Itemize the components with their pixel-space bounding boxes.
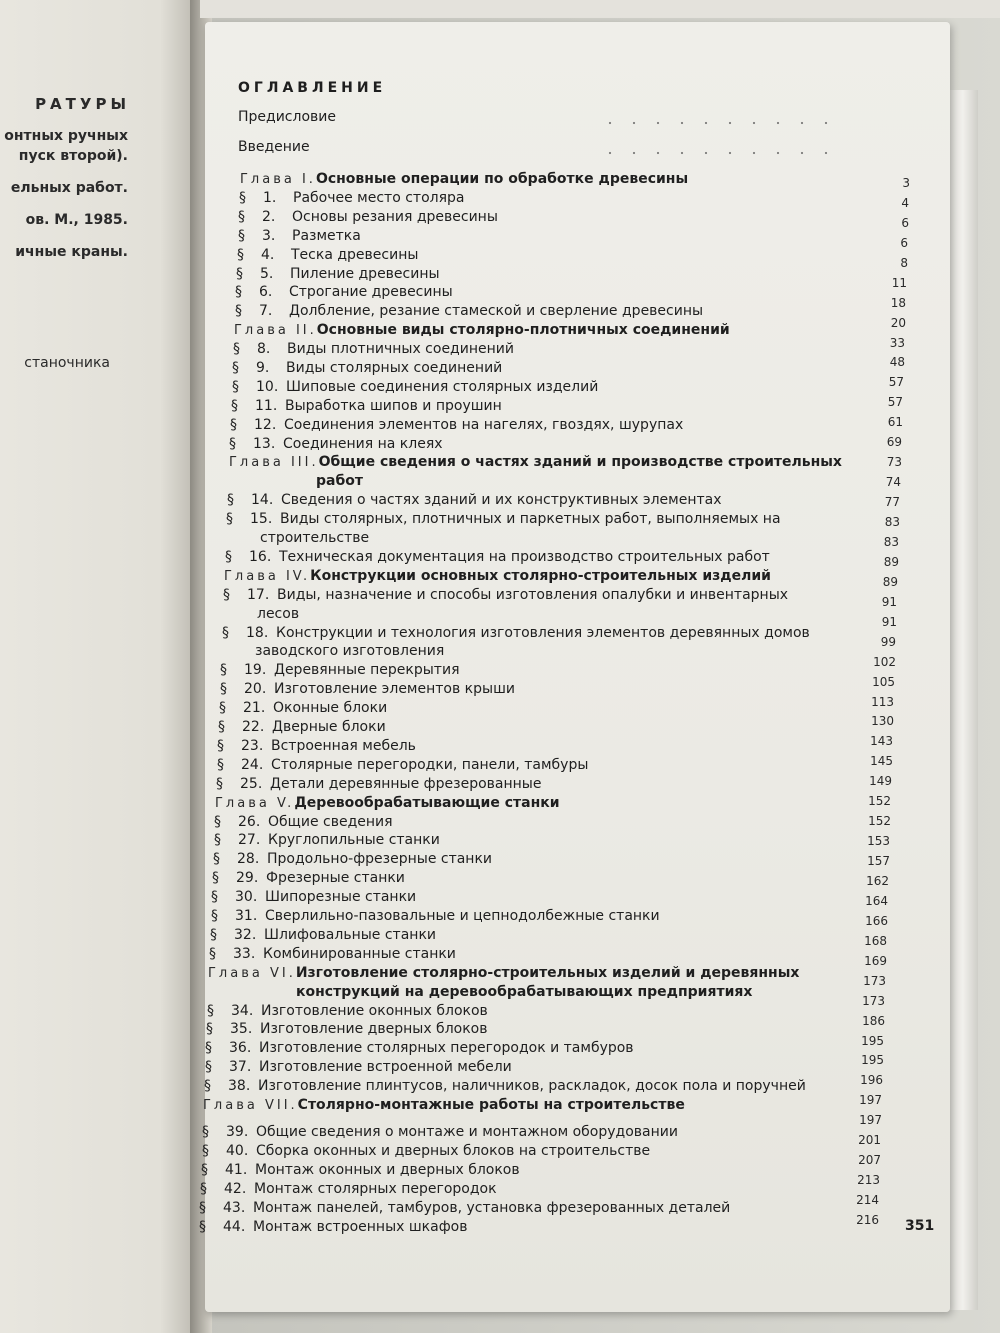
section-number: 19. [244, 662, 267, 678]
section-symbol: § [212, 870, 219, 886]
entry-continuation: строительстве [260, 530, 370, 546]
section-title: Продольно-фрезерные станки [267, 851, 493, 867]
section-symbol: § [211, 908, 218, 924]
toc-heading: ОГЛАВЛЕНИЕ [238, 80, 387, 96]
page-number: 57 [888, 375, 904, 389]
section-number: 23. [241, 738, 264, 754]
toc-entry [226, 529, 866, 547]
toc-chapter [224, 567, 864, 585]
section-symbol: § [233, 341, 240, 357]
page-number: 74 [885, 475, 901, 489]
toc-entry [232, 359, 872, 377]
chapter-title: Столярно-монтажные работы на строительстве [297, 1097, 685, 1113]
page-number: 152 [868, 794, 891, 808]
page-number: 195 [861, 1034, 884, 1048]
section-symbol: § [231, 398, 238, 414]
toc-entry [238, 227, 878, 245]
page-number: 91 [881, 595, 897, 609]
page-number: 48 [889, 355, 905, 369]
toc-entry [202, 1123, 842, 1141]
entry-continuation: конструкций на деревообрабатывающих предприятиях [296, 984, 753, 1000]
page-number: 145 [870, 754, 893, 768]
toc-entry [235, 302, 875, 320]
toc-entry [237, 246, 877, 264]
toc-entry [219, 699, 859, 717]
chapter-label: Глава II. [234, 323, 317, 338]
section-title: Виды плотничных соединений [287, 341, 514, 357]
chapter-label: Глава VII. [203, 1098, 298, 1113]
section-number: 22. [242, 719, 265, 735]
section-symbol: § [202, 1143, 209, 1159]
toc-entry [225, 548, 865, 566]
section-title: Фрезерные станки [266, 870, 405, 886]
toc-entry [226, 510, 866, 528]
section-number: 32. [234, 927, 257, 943]
page-number: 99 [880, 635, 896, 649]
left-page-text: ов. М., 1985. [25, 212, 128, 228]
page-number: 186 [862, 1014, 885, 1028]
page-number: 168 [864, 934, 887, 948]
section-symbol: § [220, 681, 227, 697]
section-number: 2. [262, 209, 276, 225]
page-number: 57 [887, 395, 903, 409]
page-number: 102 [873, 655, 896, 669]
section-number: 13. [253, 436, 276, 452]
section-symbol: § [223, 587, 230, 603]
page-number: 213 [857, 1173, 880, 1187]
page-number: 130 [871, 714, 894, 728]
toc-entry [233, 340, 873, 358]
toc-entry [220, 680, 860, 698]
toc-chapter [203, 1096, 843, 1114]
section-symbol: § [238, 228, 245, 244]
section-number: 3. [262, 228, 276, 244]
section-number: 6. [259, 284, 273, 300]
section-symbol: § [220, 662, 227, 678]
section-symbol: § [206, 1021, 213, 1037]
dot-leader [598, 138, 838, 156]
section-number: 9. [256, 360, 270, 376]
section-title: Долбление, резание стамеской и сверление древесины [289, 303, 704, 319]
page-number: 105 [872, 675, 895, 689]
section-symbol: § [227, 492, 234, 508]
section-number: 38. [228, 1078, 251, 1094]
section-title: Выработка шипов и проушин [285, 398, 502, 414]
section-number: 33. [233, 946, 256, 962]
toc-entry [201, 1161, 841, 1179]
toc-entry [220, 661, 860, 679]
section-symbol: § [211, 889, 218, 905]
page-number: 216 [856, 1213, 879, 1227]
section-title: Соединения элементов на нагелях, гвоздях, шурупах [284, 417, 684, 433]
page-number: 89 [882, 575, 898, 589]
section-number: 26. [238, 814, 261, 830]
section-symbol: § [235, 284, 242, 300]
section-symbol: § [199, 1219, 206, 1235]
page-number: 169 [864, 954, 887, 968]
toc-entry [217, 737, 857, 755]
page-number: 8 [900, 256, 908, 270]
section-symbol: § [209, 946, 216, 962]
section-title: Теска древесины [291, 247, 419, 263]
section-title: Сведения о частях зданий и их конструктивных элементах [281, 492, 722, 508]
toc-entry [235, 283, 875, 301]
page-number: 83 [884, 515, 900, 529]
toc-entry [221, 642, 861, 660]
section-symbol: § [204, 1078, 211, 1094]
page-number: 113 [871, 695, 894, 709]
section-number: 16. [249, 549, 272, 565]
toc-entry [236, 265, 876, 283]
section-number: 42. [224, 1181, 247, 1197]
section-title: Монтаж столярных перегородок [254, 1181, 497, 1197]
section-number: 14. [251, 492, 274, 508]
section-number: 8. [257, 341, 271, 357]
chapter-title: Общие сведения о частях зданий и производстве строительных [318, 454, 842, 470]
section-symbol: § [229, 436, 236, 452]
toc-entry [214, 813, 854, 831]
toc-entry [218, 718, 858, 736]
page-number: 77 [884, 495, 900, 509]
section-number: 29. [236, 870, 259, 886]
page-number: 6 [900, 236, 908, 250]
toc-entry [227, 491, 867, 509]
section-title: Монтаж встроенных шкафов [253, 1219, 468, 1235]
page-number: 83 [883, 535, 899, 549]
toc-entry [209, 945, 849, 963]
section-title: Строгание древесины [289, 284, 453, 300]
section-number: 44. [223, 1219, 246, 1235]
section-number: 11. [255, 398, 278, 414]
section-title: Монтаж оконных и дверных блоков [255, 1162, 520, 1178]
page-number: 195 [861, 1053, 884, 1067]
top-strip [200, 0, 1000, 18]
section-number: 31. [235, 908, 258, 924]
section-symbol: § [205, 1040, 212, 1056]
chapter-title: Основные операции по обработке древесины [315, 171, 689, 187]
section-number: 36. [229, 1040, 252, 1056]
section-symbol: § [217, 757, 224, 773]
section-number: 39. [226, 1124, 249, 1140]
toc-entry [223, 586, 863, 604]
section-symbol: § [214, 832, 221, 848]
toc-entry [211, 907, 851, 925]
toc-chapter [208, 964, 848, 982]
entry-continuation: лесов [257, 606, 300, 622]
section-symbol: § [225, 549, 232, 565]
page-number: 197 [859, 1093, 882, 1107]
section-title: Изготовление дверных блоков [260, 1021, 488, 1037]
section-symbol: § [239, 190, 246, 206]
section-number: 5. [260, 266, 274, 282]
section-symbol: § [201, 1162, 208, 1178]
section-number: 18. [246, 625, 269, 641]
toc-entry [205, 1058, 845, 1076]
chapter-label: Глава V. [215, 796, 295, 811]
section-title: Дверные блоки [272, 719, 386, 735]
section-symbol: § [232, 360, 239, 376]
section-number: 35. [230, 1021, 253, 1037]
toc-entry [239, 189, 879, 207]
section-title: Оконные блоки [273, 700, 388, 716]
toc-chapter [215, 794, 855, 812]
toc-entry [210, 926, 850, 944]
page-edge [948, 90, 978, 1310]
page-number: 153 [867, 834, 890, 848]
page-number: 91 [881, 615, 897, 629]
section-symbol: § [238, 209, 245, 225]
toc-entry [232, 378, 872, 396]
toc-entry [202, 1142, 842, 1160]
page-number: 18 [890, 296, 906, 310]
section-title: Шиповые соединения столярных изделий [286, 379, 599, 395]
section-symbol: § [199, 1200, 206, 1216]
toc-entry [200, 1180, 840, 1198]
toc-entry [211, 888, 851, 906]
section-number: 43. [223, 1200, 246, 1216]
left-page-text: ичные краны. [15, 244, 128, 260]
section-number: 10. [256, 379, 279, 395]
section-title: Изготовление встроенной мебели [259, 1059, 512, 1075]
page-number: 143 [870, 734, 893, 748]
left-page-text: ельных работ. [10, 180, 128, 196]
toc-entry [199, 1218, 839, 1236]
left-page-text: онтных ручных [4, 128, 128, 144]
section-title: Шипорезные станки [265, 889, 417, 905]
page-number: 201 [858, 1133, 881, 1147]
section-title: Изготовление столярных перегородок и тамбуров [259, 1040, 634, 1056]
section-symbol: § [213, 851, 220, 867]
page-number: 164 [865, 894, 888, 908]
section-title: Общие сведения [268, 814, 393, 830]
section-symbol: § [217, 738, 224, 754]
section-title: Изготовление плинтусов, наличников, раскладок, досок пола и поручней [258, 1078, 806, 1094]
page-number: 4 [901, 196, 909, 210]
section-title: Разметка [292, 228, 361, 244]
section-number: 24. [241, 757, 264, 773]
section-title: Шлифовальные станки [264, 927, 436, 943]
toc-entry [206, 1020, 846, 1038]
page-number: 197 [859, 1113, 882, 1127]
page-number: 214 [856, 1193, 879, 1207]
page-number: 73 [886, 455, 902, 469]
toc-entry [208, 983, 848, 1001]
chapter-label: Глава III. [229, 455, 319, 470]
page-number: 61 [887, 415, 903, 429]
front-matter-title: Введение [238, 139, 310, 155]
section-symbol: § [207, 1003, 214, 1019]
section-number: 1. [263, 190, 277, 206]
page-number: 89 [883, 555, 899, 569]
chapter-title: Конструкции основных столярно-строительных изделий [310, 568, 771, 584]
page-number: 207 [858, 1153, 881, 1167]
section-number: 30. [235, 889, 258, 905]
page-number: 166 [865, 914, 888, 928]
section-title: Круглопильные станки [268, 832, 440, 848]
toc-entry [228, 472, 868, 490]
page-number: 173 [862, 994, 885, 1008]
section-title: Монтаж панелей, тамбуров, установка фрезерованных деталей [253, 1200, 731, 1216]
entry-continuation: заводского изготовления [255, 643, 445, 659]
section-symbol: § [222, 625, 229, 641]
toc-chapter [234, 321, 874, 339]
section-title: Соединения на клеях [283, 436, 443, 452]
section-title: Сборка оконных и дверных блоков на строительстве [256, 1143, 651, 1159]
section-title: Рабочее место столяра [293, 190, 465, 206]
section-number: 20. [244, 681, 267, 697]
section-number: 40. [226, 1143, 249, 1159]
toc-entry [199, 1199, 839, 1217]
section-number: 28. [237, 851, 260, 867]
chapter-label: Глава VI. [208, 966, 296, 981]
toc-entry [212, 869, 852, 887]
toc-entry [207, 1002, 847, 1020]
section-symbol: § [200, 1181, 207, 1197]
front-matter-title: Предисловие [238, 109, 336, 125]
toc-entry [230, 416, 870, 434]
section-symbol: § [218, 719, 225, 735]
toc-entry [205, 1039, 845, 1057]
section-title: Основы резания древесины [292, 209, 498, 225]
section-number: 12. [254, 417, 277, 433]
section-title: Общие сведения о монтаже и монтажном оборудовании [256, 1124, 678, 1140]
section-symbol: § [210, 927, 217, 943]
toc-entry [238, 208, 878, 226]
section-number: 41. [225, 1162, 248, 1178]
toc-entry [222, 624, 862, 642]
left-page-text: станочника [24, 355, 110, 371]
section-number: 25. [240, 776, 263, 792]
page-number: 162 [866, 874, 889, 888]
front-matter-item [238, 108, 838, 126]
page-number: 11 [891, 276, 907, 290]
toc-entry [204, 1077, 844, 1095]
section-number: 7. [259, 303, 273, 319]
chapter-title: Изготовление столярно-строительных изделий и деревянных [295, 965, 800, 981]
section-symbol: § [214, 814, 221, 830]
section-title: Столярные перегородки, панели, тамбуры [271, 757, 589, 773]
section-title: Изготовление элементов крыши [274, 681, 515, 697]
section-title: Деревянные перекрытия [274, 662, 460, 678]
toc-entry [231, 397, 871, 415]
section-number: 15. [250, 511, 273, 527]
section-title: Сверлильно-пазовальные и цепнодолбежные станки [265, 908, 660, 924]
section-symbol: § [202, 1124, 209, 1140]
section-number: 27. [238, 832, 261, 848]
section-symbol: § [226, 511, 233, 527]
toc-entry [223, 605, 863, 623]
page-number: 3 [902, 176, 910, 190]
section-title: Конструкции и технология изготовления элементов деревянных домов [276, 625, 810, 641]
section-title: Детали деревянные фрезерованные [270, 776, 542, 792]
page-folio: 351 [905, 1218, 935, 1234]
page-number: 69 [886, 435, 902, 449]
chapter-label: Глава IV. [224, 569, 311, 584]
section-symbol: § [235, 303, 242, 319]
page-number: 173 [863, 974, 886, 988]
toc-chapter [240, 170, 880, 188]
section-symbol: § [216, 776, 223, 792]
left-page-text: РАТУРЫ [35, 95, 130, 113]
page-number: 149 [869, 774, 892, 788]
section-title: Пиление древесины [290, 266, 440, 282]
page-number: 20 [890, 316, 906, 330]
section-title: Виды, назначение и способы изготовления опалубки и инвентарных [277, 587, 789, 603]
toc-entry [213, 850, 853, 868]
toc-entry [229, 435, 869, 453]
entry-continuation: работ [316, 473, 363, 489]
section-number: 17. [247, 587, 270, 603]
chapter-title: Основные виды столярно-плотничных соединений [316, 322, 730, 338]
toc-entry [214, 831, 854, 849]
chapter-label: Глава I. [240, 172, 316, 187]
section-symbol: § [236, 266, 243, 282]
page-number: 196 [860, 1073, 883, 1087]
section-title: Комбинированные станки [263, 946, 456, 962]
page-number: 152 [868, 814, 891, 828]
toc-chapter [229, 453, 869, 471]
page-number: 157 [867, 854, 890, 868]
section-title: Изготовление оконных блоков [261, 1003, 488, 1019]
section-title: Встроенная мебель [271, 738, 416, 754]
section-title: Виды столярных, плотничных и паркетных работ, выполняемых на [280, 511, 781, 527]
section-number: 34. [231, 1003, 254, 1019]
section-symbol: § [230, 417, 237, 433]
section-title: Техническая документация на производство строительных работ [279, 549, 770, 565]
page-number: 6 [901, 216, 909, 230]
toc-entry [216, 775, 856, 793]
toc-entry [217, 756, 857, 774]
left-page-text: пуск второй). [18, 148, 128, 164]
section-symbol: § [232, 379, 239, 395]
chapter-title: Деревообрабатывающие станки [294, 795, 560, 811]
front-matter-item [238, 138, 838, 156]
section-symbol: § [219, 700, 226, 716]
section-number: 37. [229, 1059, 252, 1075]
page-number: 33 [889, 336, 905, 350]
section-title: Виды столярных соединений [286, 360, 503, 376]
left-page [0, 0, 200, 1333]
dot-leader [598, 108, 838, 126]
section-symbol: § [237, 247, 244, 263]
section-number: 4. [261, 247, 275, 263]
section-number: 21. [243, 700, 266, 716]
section-symbol: § [205, 1059, 212, 1075]
